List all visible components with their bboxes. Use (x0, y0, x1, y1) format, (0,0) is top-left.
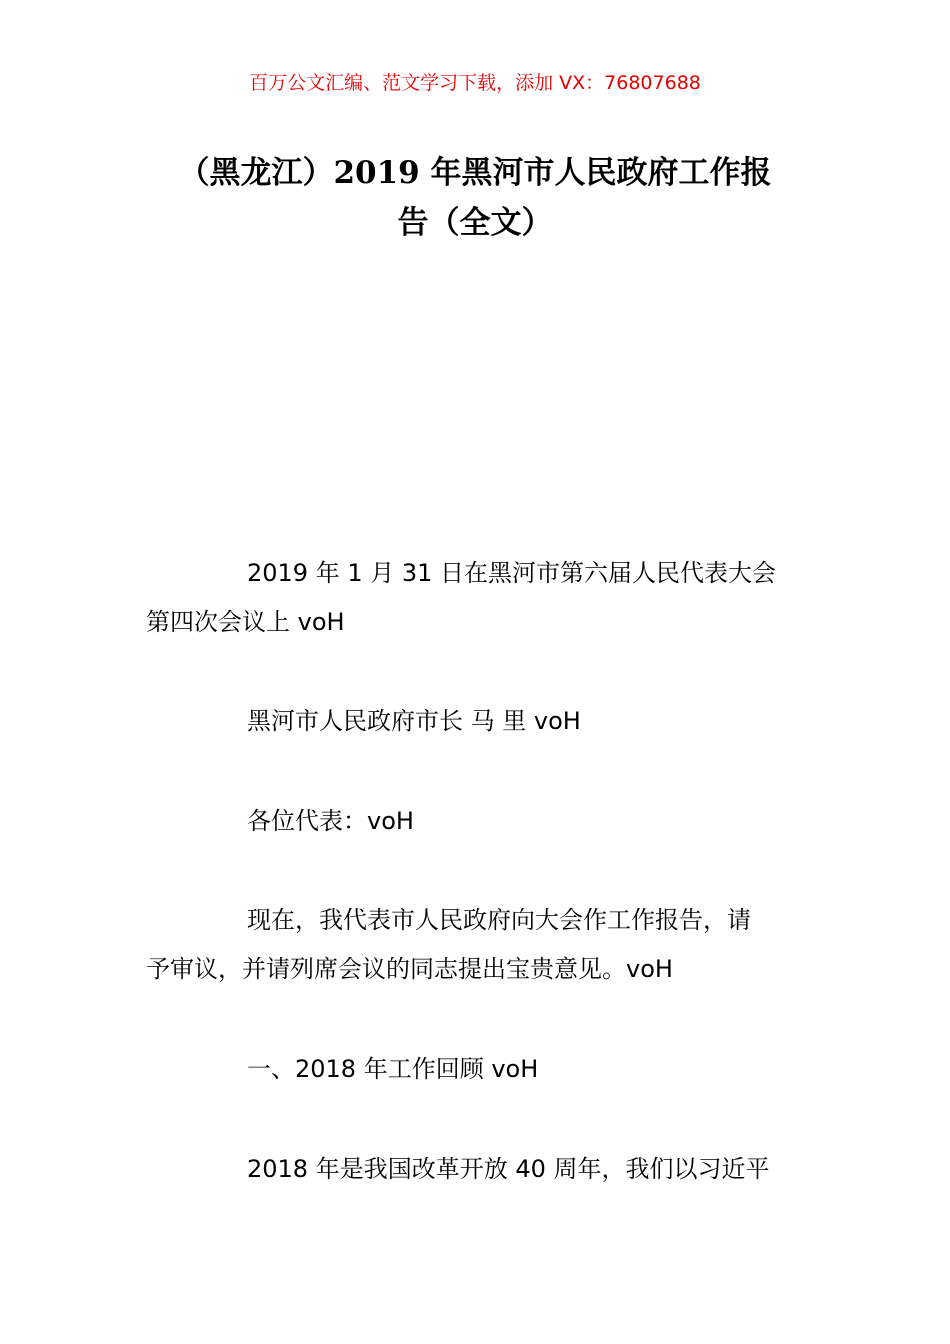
paragraph-line: 各位代表：voH (247, 807, 414, 835)
section-heading (146, 1045, 810, 1094)
paragraph-line: 黑河市人民政府市长 马 里 voH (247, 707, 581, 735)
document-title (140, 148, 810, 248)
paragraph-meeting-info (146, 549, 810, 647)
header-note: 百万公文汇编、范文学习下载，添加 VX：76807688 (249, 72, 701, 94)
paragraph-speaker (146, 697, 810, 746)
paragraph-line: 2018 年是我国改革开放 40 周年，我们以习近平 (247, 1155, 770, 1183)
paragraph-line: 现在，我代表市人民政府向大会作工作报告，请 (247, 906, 751, 934)
paragraph-intro (146, 896, 810, 994)
title-line-1: （黑龙江）2019 年黑河市人民政府工作报 (178, 155, 772, 191)
paragraph-review (146, 1145, 810, 1194)
paragraph-line: 第四次会议上 voH (146, 608, 345, 636)
paragraph-line: 2019 年 1 月 31 日在黑河市第六届人民代表大会 (247, 559, 777, 587)
paragraph-line: 予审议，并请列席会议的同志提出宝贵意见。voH (146, 955, 673, 983)
title-line-2: 告（全文） (397, 205, 553, 241)
paragraph-line: 一、2018 年工作回顾 voH (247, 1055, 539, 1083)
paragraph-salutation (146, 797, 810, 846)
